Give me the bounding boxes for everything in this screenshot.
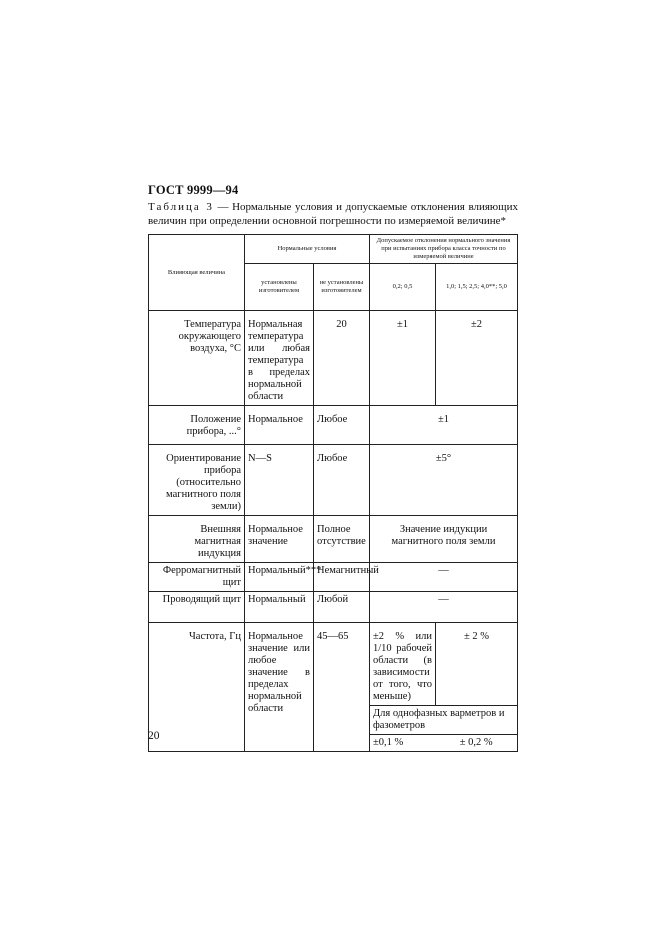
page-number: 20 [148,730,160,742]
row-position-not-established: Любое [314,406,370,445]
table-row [149,623,518,706]
row-position-name: Положение прибора, ...° [149,406,245,445]
table-row [149,592,518,623]
table-row [149,406,518,445]
row-induction-not-established: Полное отсутствие [314,516,370,563]
row-temperature-name: Температура окружающего воздуха, °С [149,311,245,406]
header-established: установлены изготовителем [245,264,314,311]
row-frequency-class-b: ± 2 % [436,623,518,706]
table-row [149,563,518,592]
table-label: Таблица 3 [148,201,214,213]
row-frequency-note: Для однофазных варметров и фазометров [370,706,518,735]
row-conductive-shield-deviation: — [370,592,518,623]
header-deviation: Допускаемое отклонения нормального значения при испытаниях прибора класса точности по измеряемой величине [370,235,518,264]
table-caption [148,200,518,228]
header-normal-conditions: Нормальные условия [245,235,370,264]
header-class-a: 0,2; 0,5 [370,264,436,311]
row-frequency-not-established: 45—65 [314,623,370,752]
row-conductive-shield-name: Проводящий щит [149,592,245,623]
table-caption-text: — Нормальные условия и допускаемые отклонения влияющих величин при определении основной погрешности по измеряемой величине* [148,201,519,227]
row-induction-name: Внешняя магнитная индукция [149,516,245,563]
conditions-table [148,234,518,752]
header-influence-quantity: Влияющая величина [149,235,245,311]
row-frequency-established: Нормальное значение или любое значение в пределах нормальной области [245,623,314,752]
row-orientation-name: Ориентирование прибора (относительно магнитного поля земли) [149,445,245,516]
row-temperature-class-b: ±2 [436,311,518,406]
row-frequency-name: Частота, Гц [149,623,245,752]
row-ferro-shield-established: Нормальный*** [245,563,314,592]
row-conductive-shield-established: Нормальный [245,592,314,623]
row-ferro-shield-deviation: — [370,563,518,592]
row-ferro-shield-not-established: Немагнитный [314,563,370,592]
header-not-established: не установлены изготовителем [314,264,370,311]
table-row [149,516,518,563]
row-orientation-deviation: ±5° [370,445,518,516]
row-frequency-class-b-2: ± 0,2 % [436,735,518,752]
row-frequency-class-a: ±2 % или 1/10 рабочей области (в зависимости от того, что меньше) [370,623,436,706]
row-conductive-shield-not-established: Любой [314,592,370,623]
document-code: ГОСТ 9999—94 [148,183,239,197]
row-position-deviation: ±1 [370,406,518,445]
row-orientation-established: N—S [245,445,314,516]
row-induction-established: Нормальное значение [245,516,314,563]
row-ferro-shield-name: Ферромагнитный щит [149,563,245,592]
table-row [149,445,518,516]
row-temperature-class-a: ±1 [370,311,436,406]
table-header-row [149,235,518,264]
row-temperature-not-established: 20 [314,311,370,406]
row-position-established: Нормальное [245,406,314,445]
row-induction-deviation: Значение индукции магнитного поля земли [370,516,518,563]
row-temperature-established: Нормальная температура или любая температура в пределах нормальной области [245,311,314,406]
row-orientation-not-established: Любое [314,445,370,516]
row-frequency-class-a-2: ±0,1 % [370,735,436,752]
header-class-b: 1,0; 1,5; 2,5; 4,0**; 5,0 [436,264,518,311]
table-row [149,311,518,406]
